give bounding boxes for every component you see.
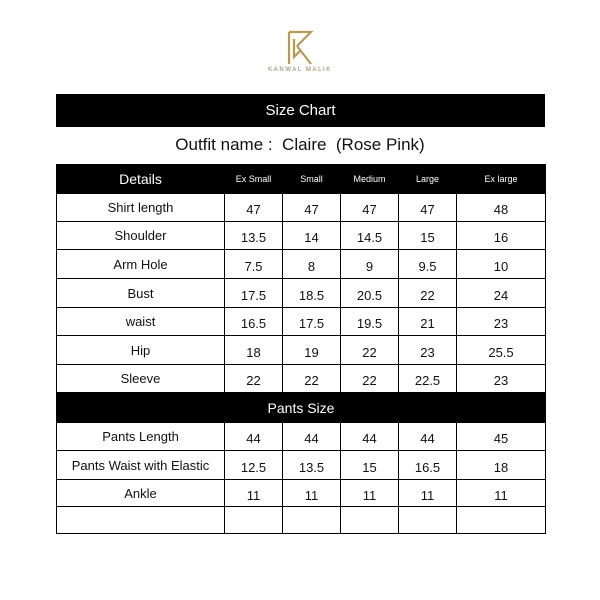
- size-value-cell: 21: [399, 308, 457, 336]
- brand-logo: [0, 30, 600, 82]
- size-value-cell: 11: [283, 480, 341, 507]
- table-header-row: [57, 165, 546, 194]
- row-label: Sleeve: [57, 365, 225, 393]
- empty-cell: [57, 507, 225, 534]
- row-label: Shoulder: [57, 222, 225, 250]
- row-label: Arm Hole: [57, 250, 225, 279]
- empty-cell: [225, 507, 283, 534]
- size-value-cell: 13.5: [283, 451, 341, 480]
- size-value-cell: 14: [283, 222, 341, 250]
- size-value-cell: 15: [341, 451, 399, 480]
- size-value-cell: 19.5: [341, 308, 399, 336]
- size-value-cell: 22: [399, 279, 457, 308]
- table-row: [57, 480, 546, 507]
- empty-row: [57, 507, 546, 534]
- size-value-cell: 47: [399, 194, 457, 222]
- row-label: Ankle: [57, 480, 225, 507]
- size-value-cell: 16.5: [225, 308, 283, 336]
- table-row: [57, 279, 546, 308]
- table-row: [57, 451, 546, 480]
- size-value-cell: 13.5: [225, 222, 283, 250]
- row-label: Hip: [57, 336, 225, 365]
- size-value-cell: 22: [225, 365, 283, 393]
- empty-cell: [283, 507, 341, 534]
- size-value-cell: 11: [225, 480, 283, 507]
- column-header: Ex Small: [225, 165, 283, 194]
- size-value-cell: 22.5: [399, 365, 457, 393]
- empty-cell: [399, 507, 457, 534]
- size-value-cell: 10: [457, 250, 546, 279]
- size-value-cell: 48: [457, 194, 546, 222]
- table-row: [57, 250, 546, 279]
- size-value-cell: 25.5: [457, 336, 546, 365]
- size-value-cell: 17.5: [225, 279, 283, 308]
- size-value-cell: 23: [457, 365, 546, 393]
- size-value-cell: 11: [341, 480, 399, 507]
- size-value-cell: 22: [341, 336, 399, 365]
- column-header: Ex large: [457, 165, 546, 194]
- size-value-cell: 17.5: [283, 308, 341, 336]
- size-table: [56, 164, 546, 534]
- size-value-cell: 8: [283, 250, 341, 279]
- column-header: Large: [399, 165, 457, 194]
- size-value-cell: 23: [399, 336, 457, 365]
- table-row: [57, 336, 546, 365]
- size-chart-title: Size Chart: [56, 94, 545, 127]
- pants-section-header: [57, 393, 546, 423]
- size-value-cell: 18: [225, 336, 283, 365]
- size-value-cell: 19: [283, 336, 341, 365]
- empty-cell: [457, 507, 546, 534]
- row-label: Pants Length: [57, 423, 225, 451]
- row-label: Shirt length: [57, 194, 225, 222]
- size-value-cell: 22: [283, 365, 341, 393]
- size-value-cell: 18: [457, 451, 546, 480]
- size-value-cell: 44: [399, 423, 457, 451]
- size-value-cell: 47: [225, 194, 283, 222]
- size-value-cell: 44: [283, 423, 341, 451]
- size-value-cell: 20.5: [341, 279, 399, 308]
- table-row: [57, 365, 546, 393]
- size-value-cell: 45: [457, 423, 546, 451]
- table-row: [57, 194, 546, 222]
- row-label: Bust: [57, 279, 225, 308]
- pants-measurements: [57, 423, 546, 507]
- column-header: Small: [283, 165, 341, 194]
- size-value-cell: 11: [457, 480, 546, 507]
- empty-cell: [341, 507, 399, 534]
- size-value-cell: 12.5: [225, 451, 283, 480]
- size-value-cell: 22: [341, 365, 399, 393]
- row-label: waist: [57, 308, 225, 336]
- table-row: [57, 423, 546, 451]
- k-monogram-icon: [285, 30, 315, 66]
- size-value-cell: 15: [399, 222, 457, 250]
- table-row: [57, 222, 546, 250]
- size-value-cell: 44: [225, 423, 283, 451]
- size-value-cell: 16.5: [399, 451, 457, 480]
- column-header: Details: [57, 165, 225, 194]
- size-value-cell: 44: [341, 423, 399, 451]
- pants-section-title: Pants Size: [57, 393, 546, 423]
- column-header: Medium: [341, 165, 399, 194]
- size-value-cell: 18.5: [283, 279, 341, 308]
- size-value-cell: 14.5: [341, 222, 399, 250]
- size-value-cell: 47: [341, 194, 399, 222]
- row-label: Pants Waist with Elastic: [57, 451, 225, 480]
- size-value-cell: 9: [341, 250, 399, 279]
- table-row: [57, 308, 546, 336]
- brand-name: KANWAL MALIK: [268, 67, 332, 73]
- size-value-cell: 47: [283, 194, 341, 222]
- shirt-measurements: [57, 194, 546, 393]
- size-value-cell: 9.5: [399, 250, 457, 279]
- size-value-cell: 24: [457, 279, 546, 308]
- size-value-cell: 11: [399, 480, 457, 507]
- size-value-cell: 7.5: [225, 250, 283, 279]
- outfit-name: Outfit name : Claire (Rose Pink): [175, 135, 425, 154]
- size-value-cell: 23: [457, 308, 546, 336]
- size-value-cell: 16: [457, 222, 546, 250]
